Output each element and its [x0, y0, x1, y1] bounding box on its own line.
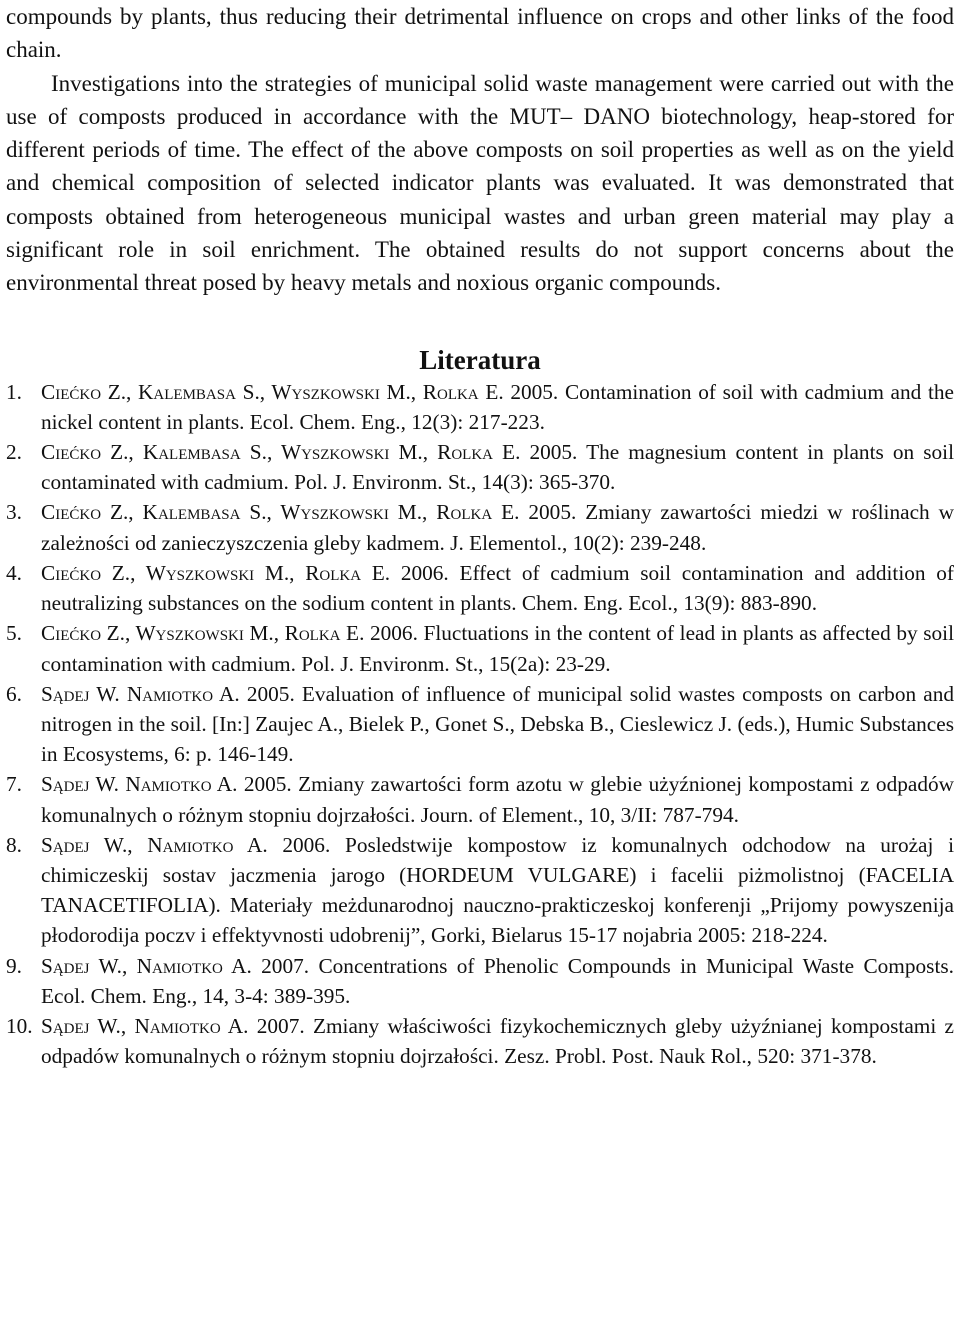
- reference-number: 9.: [6, 953, 22, 978]
- reference-list: [6, 377, 954, 1072]
- reference-item: [6, 618, 954, 678]
- reference-text: Concentrations of Phenolic Compounds in Municipal Waste Composts. Ecol. Chem. Eng., 14, 3-4: 389-395.: [41, 953, 954, 1008]
- reference-item: [6, 679, 954, 770]
- reference-text: Fluctuations in the content of lead in plants as affected by soil contamination with cadmium. Pol. J. Environm. St., 15(2a): 23-29.: [41, 621, 954, 676]
- reference-number: 5.: [6, 621, 22, 646]
- reference-text: Zmiany zawartości form azotu w glebie użyźnionej kompostami z odpadów komunalnych o różnym stopniu dojrzałości. Journ. of Element., 10, 3/II: 787-794.: [41, 772, 955, 827]
- reference-number: 2.: [6, 440, 22, 465]
- reference-text: Contamination of soil with cadmium and the nickel content in plants. Ecol. Chem. Eng., 12(3): 217-223.: [41, 379, 955, 434]
- reference-number: 8.: [6, 832, 22, 857]
- reference-text: Zmiany zawartości miedzi w roślinach w zależności od zanieczyszczenia gleby kadmem. J. Elementol., 10(2): 239-248.: [41, 500, 954, 555]
- reference-item: [6, 497, 954, 557]
- reference-number: 3.: [6, 500, 22, 525]
- reference-authors: Sądej W. Namiotko A. 2005.: [41, 772, 292, 797]
- reference-authors: Sądej W., Namiotko A. 2007.: [41, 1013, 305, 1038]
- reference-item: [6, 377, 954, 437]
- abstract-paragraph-1: compounds by plants, thus reducing their detrimental influence on crops and other links of the food chain.: [6, 4, 954, 63]
- reference-number: 4.: [6, 560, 22, 585]
- reference-authors: Ciećko Z., Wyszkowski M., Rolka E. 2006.: [41, 621, 418, 646]
- reference-authors: Sądej W., Namiotko A. 2006.: [41, 832, 331, 857]
- reference-text: Posledstwije kompostow iz komunalnych odchodow na urożaj i chimiczeskij sostav jaczmenia jarogo (HORDEUM VULGARE) i facelii piżmolistnoj (FACELIA TANACETIFOLIA). Materiały meżdunarodnoj nauczno-prakticzeskoj konferenji „Prijomy powyszenija płodorodija poczv i effektyvnosti udobrenij”, Gorki, Bielarus 15-17 nojabria 2005: 218-224.: [41, 832, 955, 948]
- reference-text: The magnesium content in plants on soil contaminated with cadmium. Pol. J. Environm. St., 14(3): 365-370.: [41, 440, 954, 495]
- abstract-paragraph-2: Investigations into the strategies of municipal solid waste management were carried out with the use of composts produced in accordance with the MUT– DANO biotechnology, heap-stored for different periods of time. The effect of the above composts on soil properties as well as on the yield and chemical composition of selected indicator plants was evaluated. It was demonstrated that composts obtained from heterogeneous municipal wastes and urban green material may play a significant role in soil enrichment. The obtained results do not support concerns about the environmental threat posed by heavy metals and noxious organic compounds.: [6, 70, 954, 296]
- reference-item: [6, 769, 954, 829]
- reference-authors: Ciećko Z., Kalembasa S., Wyszkowski M., Rolka E. 2005.: [41, 379, 559, 404]
- reference-authors: Sądej W., Namiotko A. 2007.: [41, 953, 310, 978]
- reference-authors: Ciećko Z., Wyszkowski M., Rolka E. 2006.: [41, 560, 449, 585]
- reference-number: 1.: [6, 379, 22, 404]
- reference-authors: Sądej W. Namiotko A. 2005.: [41, 681, 295, 706]
- reference-item: [6, 951, 954, 1011]
- reference-number: 10.: [6, 1013, 33, 1038]
- reference-item: [6, 558, 954, 618]
- reference-authors: Ciećko Z., Kalembasa S., Wyszkowski M., Rolka E. 2005.: [41, 500, 577, 525]
- literature-heading: Literatura: [419, 344, 541, 375]
- reference-number: 6.: [6, 681, 22, 706]
- reference-item: [6, 437, 954, 497]
- reference-text: Zmiany właściwości fizykochemicznych gleby użyźnianej kompostami z odpadów komunalnych o różnym stopniu dojrzałości. Zesz. Probl. Post. Nauk Rol., 520: 371-378.: [41, 1013, 954, 1069]
- reference-item: [6, 830, 954, 951]
- reference-number: 7.: [6, 772, 22, 797]
- abstract-section: [6, 0, 954, 300]
- reference-authors: Ciećko Z., Kalembasa S., Wyszkowski M., Rolka E. 2005.: [41, 440, 578, 465]
- reference-text: Evaluation of influence of municipal solid wastes composts on carbon and nitrogen in the soil. [In:] Zaujec A., Bielek P., Gonet S., Debska B., Cieslewicz J. (eds.), Humic Substances in Ecosystems, 6: p. 146-149.: [41, 681, 955, 767]
- reference-item: [6, 1011, 954, 1071]
- reference-text: Effect of cadmium soil contamination and addition of neutralizing substances on the sodium content in plants. Chem. Eng. Ecol., 13(9): 883-890.: [41, 560, 954, 616]
